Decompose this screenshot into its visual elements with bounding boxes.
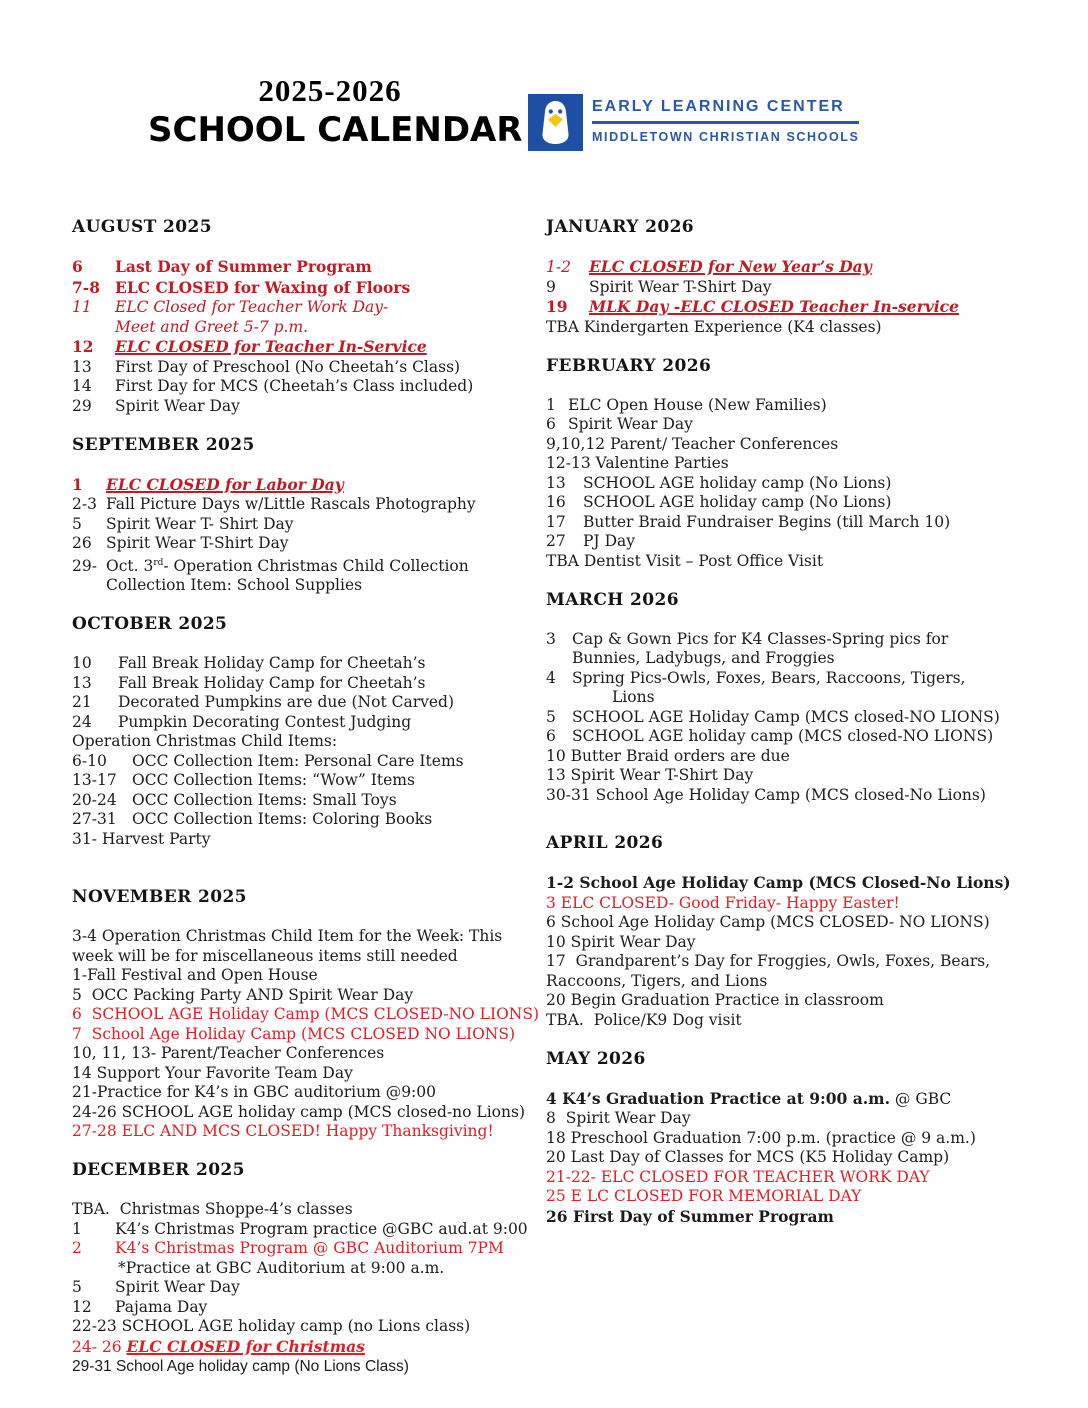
calendar-line (72, 318, 546, 338)
month-heading: AUGUST 2025 (72, 217, 212, 237)
event-text: MLK Day -ELC CLOSED Teacher In-service (589, 297, 959, 316)
event-date: 20-24 (72, 790, 117, 809)
event-text: 9,10,12 Parent/ Teacher Conferences (546, 434, 839, 453)
event-date: 17 (546, 512, 566, 531)
event-date: 9 (546, 277, 556, 296)
event-date: 11 (72, 298, 92, 316)
month-section-april (546, 834, 1018, 1030)
page-title: SCHOOL CALENDAR (148, 110, 523, 150)
event-text: ELC CLOSED for Christmas (126, 1336, 365, 1356)
event-date: 13 (72, 673, 92, 692)
event-date: 7-8 (72, 277, 101, 297)
event-text: 18 Preschool Graduation 7:00 p.m. (practice @ 9 a.m.) (546, 1128, 976, 1147)
event-text: ELC CLOSED for New Year’s Day (589, 257, 872, 276)
event-text: 14 Support Your Favorite Team Day (72, 1063, 353, 1082)
event-text: 30-31 School Age Holiday Camp (MCS closed-No Lions) (546, 785, 986, 804)
calendar-line (72, 1083, 546, 1103)
event-text: Bunnies, Ladybugs, and Froggies (572, 649, 835, 667)
event-text: Spirit Wear Day (115, 396, 240, 415)
event-date: 1 (72, 1219, 82, 1238)
calendar-line (72, 674, 546, 694)
calendar-line (546, 454, 1018, 474)
calendar-line (546, 766, 1018, 786)
month-heading: OCTOBER 2025 (72, 614, 228, 635)
event-date: 27 (546, 532, 566, 550)
event-text: 31- Harvest Party (72, 829, 211, 848)
month-heading: JANUARY 2026 (546, 217, 695, 237)
event-text: Spirit Wear T-Shirt Day (106, 534, 289, 552)
calendar-line (546, 727, 1018, 747)
calendar-line (546, 1187, 1018, 1207)
calendar-line (546, 894, 1018, 914)
event-date: 24 (72, 712, 92, 731)
event-date: 6-10 (72, 751, 107, 770)
event-text: 22-23 SCHOOL AGE holiday camp (no Lions class) (72, 1317, 471, 1336)
event-text: Last Day of Summer Program (115, 257, 372, 276)
logo-text (592, 94, 859, 144)
event-date: 13-17 (72, 771, 117, 790)
event-text: 6 SCHOOL AGE Holiday Camp (MCS CLOSED-NO LIONS) (72, 1005, 540, 1024)
event-text: SCHOOL AGE Holiday Camp (MCS closed-NO LIONS) (572, 707, 1000, 726)
calendar-line (546, 493, 1018, 513)
month-section-december (72, 1161, 546, 1377)
event-text: 17 Grandparent’s Day for Froggies, Owls, Foxes, Bears, (546, 952, 991, 971)
event-text: Spirit Wear T- Shirt Day (106, 514, 294, 533)
month-section-november (72, 888, 546, 1142)
event-text: ELC CLOSED for Labor Day (106, 474, 344, 494)
event-date: 6 (546, 727, 556, 745)
event-text: TBA. Christmas Shoppe-4’s classes (72, 1200, 353, 1219)
calendar-line (546, 873, 1018, 894)
event-text: rd (153, 557, 164, 568)
elc-logo (528, 94, 859, 151)
calendar-line (72, 771, 546, 791)
event-date: 13 (72, 357, 92, 376)
event-text: Spirit Wear T-Shirt Day (589, 277, 772, 296)
event-date: 12 (72, 1297, 92, 1316)
calendar-line (72, 1317, 546, 1337)
calendar-line (72, 1298, 546, 1318)
calendar-line (546, 318, 1018, 338)
calendar-line (72, 947, 546, 967)
calendar-line (72, 475, 546, 496)
calendar-line (72, 693, 546, 713)
calendar-line (72, 534, 546, 554)
calendar-line (72, 298, 546, 318)
calendar-line (72, 1200, 546, 1220)
event-text: ELC Open House (New Families) (568, 395, 827, 414)
event-text: Collection Item: School Supplies (106, 576, 363, 595)
calendar-line (72, 515, 546, 535)
calendar-line (546, 669, 1018, 689)
calendar-line (72, 377, 546, 397)
event-text: 20 Begin Graduation Practice in classroom (546, 991, 884, 1010)
month-heading: APRIL 2026 (546, 833, 664, 854)
month-heading: DECEMBER 2025 (72, 1160, 245, 1181)
month-section-october (72, 615, 546, 849)
event-date: 6 (546, 415, 556, 433)
event-text: Lions (612, 688, 655, 706)
event-text: 24-26 SCHOOL AGE holiday camp (MCS closed-no Lions) (72, 1102, 525, 1121)
calendar-line (72, 1278, 546, 1298)
month-section-august (72, 218, 546, 416)
event-text: SCHOOL AGE holiday camp (No Lions) (583, 493, 892, 511)
event-text: Pumpkin Decorating Contest Judging (118, 712, 412, 731)
month-section-september (72, 436, 546, 596)
event-date: 2-3 (72, 495, 97, 513)
calendar-line (72, 791, 546, 811)
event-text: 3-4 Operation Christmas Child Item for the Week: This (72, 927, 503, 946)
event-text: First Day for MCS (Cheetah’s Class included) (115, 377, 474, 395)
event-date: 19 (546, 297, 568, 316)
event-text: 29-31 School Age holiday camp (No Lions Class) (72, 1358, 409, 1376)
event-date: 5 (72, 514, 82, 533)
event-text: ELC CLOSED for Waxing of Floors (115, 277, 411, 297)
month-heading: FEBRUARY 2026 (546, 355, 712, 376)
calendar-line (546, 435, 1018, 455)
event-date: 4 (546, 668, 556, 687)
calendar-line (72, 397, 546, 417)
calendar-line (72, 495, 546, 515)
event-text: @ GBC (889, 1089, 952, 1108)
event-date: 1 (546, 395, 556, 414)
calendar-line (546, 630, 1018, 650)
event-text: ELC CLOSED for Teacher In-Service (115, 337, 427, 356)
event-text: Operation Christmas Child Items: (72, 732, 338, 751)
calendar-line (72, 713, 546, 733)
event-text: ELC Closed for Teacher Work Day- (115, 298, 389, 316)
calendar-line (546, 952, 1018, 972)
event-text: 1-Fall Festival and Open House (72, 966, 318, 985)
event-text: OCC Collection Items: Small Toys (132, 790, 397, 809)
event-text: 5 OCC Packing Party AND Spirit Wear Day (72, 985, 414, 1004)
event-date: 27-31 (72, 810, 117, 829)
calendar-columns (72, 218, 1018, 1377)
event-text: 1-2 School Age Holiday Camp (MCS Closed-No Lions) (546, 873, 1011, 893)
event-date: 5 (546, 707, 556, 726)
calendar-line (72, 1239, 546, 1259)
event-text: 20 Last Day of Classes for MCS (K5 Holiday Camp) (546, 1148, 950, 1167)
calendar-line (72, 278, 546, 299)
event-text: OCC Collection Item: Personal Care Items (132, 751, 464, 770)
calendar-line (546, 1011, 1018, 1031)
calendar-line (546, 708, 1018, 728)
calendar-left-column (72, 218, 546, 1377)
event-text: 8 Spirit Wear Day (546, 1109, 691, 1128)
calendar-line (546, 747, 1018, 767)
event-text: Oct. 3 (106, 556, 154, 575)
month-section-march (546, 591, 1018, 806)
calendar-line (546, 913, 1018, 933)
calendar-line (546, 474, 1018, 494)
logo-org-name: EARLY LEARNING CENTER (592, 98, 845, 115)
event-date: 13 (546, 473, 566, 492)
calendar-line (72, 1025, 546, 1045)
calendar-line (546, 415, 1018, 435)
calendar-line (546, 1168, 1018, 1188)
calendar-line (546, 278, 1018, 298)
calendar-line (546, 396, 1018, 416)
calendar-line (72, 1259, 546, 1279)
event-text: K4’s Christmas Program @ GBC Auditorium 7PM (115, 1239, 504, 1258)
event-text: Spirit Wear Day (568, 415, 693, 433)
calendar-line (72, 358, 546, 378)
calendar-line (546, 513, 1018, 533)
event-text: PJ Day (583, 532, 635, 550)
event-date: 16 (546, 493, 566, 511)
event-text: Spirit Wear Day (115, 1278, 240, 1297)
calendar-line (72, 1357, 546, 1377)
calendar-line (72, 732, 546, 752)
month-heading: SEPTEMBER 2025 (72, 434, 255, 455)
calendar-line (72, 257, 546, 278)
event-text: Fall Break Holiday Camp for Cheetah’s (118, 673, 426, 692)
event-text: First Day of Preschool (No Cheetah’s Class) (115, 357, 461, 376)
calendar-line (72, 1337, 546, 1358)
calendar-line (546, 297, 1018, 318)
calendar-line (72, 830, 546, 850)
month-heading: MAY 2026 (546, 1048, 646, 1069)
logo-school-name: MIDDLETOWN CHRISTIAN SCHOOLS (592, 130, 860, 144)
page-header (0, 74, 1088, 194)
event-text: Butter Braid Fundraiser Begins (till March 10) (583, 512, 951, 531)
event-date: 3 (546, 629, 556, 648)
calendar-line (72, 1064, 546, 1084)
owl-icon (528, 94, 583, 151)
calendar-line (72, 986, 546, 1006)
calendar-line (546, 1089, 1018, 1110)
calendar-line (546, 972, 1018, 992)
calendar-line (72, 927, 546, 947)
event-date: 12 (72, 337, 94, 356)
event-text: 21-Practice for K4’s in GBC auditorium @9:00 (72, 1083, 437, 1102)
event-date: 2 (72, 1239, 82, 1258)
calendar-line (72, 1103, 546, 1123)
event-text: TBA Kindergarten Experience (K4 classes) (546, 317, 882, 336)
event-text: TBA. Police/K9 Dog visit (546, 1010, 742, 1029)
event-text: 10 Butter Braid orders are due (546, 746, 790, 765)
event-date: 1-2 (546, 258, 571, 276)
event-text: 27-28 ELC AND MCS CLOSED! Happy Thanksgiving! (72, 1122, 494, 1141)
month-section-may (546, 1050, 1018, 1228)
calendar-line (72, 1220, 546, 1240)
event-text: K4’s Christmas Program practice @GBC aud.at 9:00 (115, 1219, 528, 1238)
event-text: 10, 11, 13- Parent/Teacher Conferences (72, 1044, 385, 1063)
calendar-line (546, 991, 1018, 1011)
year-range: 2025-2026 (258, 73, 402, 108)
event-text: week will be for miscellaneous items still needed (72, 946, 458, 965)
event-text: 26 First Day of Summer Program (546, 1206, 834, 1226)
event-text: 6 School Age Holiday Camp (MCS CLOSED- NO LIONS) (546, 913, 990, 932)
calendar-line (546, 1148, 1018, 1168)
event-date: 29- (72, 556, 97, 575)
event-date: 14 (72, 377, 92, 395)
event-text: 21-22- ELC CLOSED FOR TEACHER WORK DAY (546, 1167, 930, 1186)
event-text: 4 K4’s Graduation Practice at 9:00 a.m. (546, 1088, 890, 1108)
event-text: Spring Pics-Owls, Foxes, Bears, Raccoons, Tigers, (572, 668, 966, 687)
event-text: Cap & Gown Pics for K4 Classes-Spring pics for (572, 629, 949, 648)
calendar-line (72, 810, 546, 830)
month-section-january (546, 218, 1018, 337)
event-text: 7 School Age Holiday Camp (MCS CLOSED NO LIONS) (72, 1024, 516, 1043)
event-text: Fall Break Holiday Camp for Cheetah’s (118, 654, 426, 673)
event-text: OCC Collection Items: Coloring Books (132, 810, 433, 829)
event-text: 13 Spirit Wear T-Shirt Day (546, 766, 754, 784)
calendar-line (72, 752, 546, 772)
calendar-line (72, 337, 546, 358)
calendar-line (546, 1129, 1018, 1149)
calendar-line (72, 966, 546, 986)
event-text: 3 ELC CLOSED- Good Friday- Happy Easter! (546, 893, 900, 912)
event-text: OCC Collection Items: “Wow” Items (132, 771, 415, 790)
calendar-line (72, 654, 546, 674)
title-block (148, 73, 523, 150)
calendar-line (546, 1109, 1018, 1129)
month-heading: MARCH 2026 (546, 589, 679, 610)
calendar-line (546, 257, 1018, 278)
calendar-line (546, 786, 1018, 806)
calendar-line (546, 532, 1018, 552)
event-text: 24- 26 (72, 1337, 127, 1356)
event-text: SCHOOL AGE holiday camp (MCS closed-NO LIONS) (572, 727, 994, 745)
calendar-line (72, 1044, 546, 1064)
month-heading: NOVEMBER 2025 (72, 887, 247, 908)
event-text: *Practice at GBC Auditorium at 9:00 a.m. (118, 1258, 445, 1277)
calendar-line (546, 552, 1018, 572)
event-text: TBA Dentist Visit – Post Office Visit (546, 551, 824, 570)
calendar-line (546, 688, 1018, 708)
event-text: 12-13 Valentine Parties (546, 454, 729, 472)
event-text: SCHOOL AGE holiday camp (No Lions) (583, 473, 892, 492)
event-text: Meet and Greet 5-7 p.m. (115, 317, 309, 336)
month-section-february (546, 357, 1018, 572)
calendar-line (546, 649, 1018, 669)
logo-divider (592, 121, 859, 124)
event-date: 29 (72, 396, 92, 415)
event-text: 25 E LC CLOSED FOR MEMORIAL DAY (546, 1187, 862, 1206)
calendar-line (72, 1122, 546, 1142)
event-date: 1 (72, 474, 83, 494)
calendar-line (72, 1005, 546, 1025)
event-text: 10 Spirit Wear Day (546, 932, 696, 951)
calendar-line (546, 1207, 1018, 1228)
event-text: Decorated Pumpkins are due (Not Carved) (118, 693, 455, 712)
event-text: Raccoons, Tigers, and Lions (546, 971, 768, 990)
event-text: - Operation Christmas Child Collection (163, 556, 469, 575)
event-date: 26 (72, 534, 92, 552)
event-text: Fall Picture Days w/Little Rascals Photography (106, 495, 476, 513)
calendar-right-column (546, 218, 1018, 1377)
calendar-line (546, 933, 1018, 953)
event-date: 21 (72, 693, 92, 712)
event-date: 5 (72, 1278, 82, 1297)
calendar-line (72, 576, 546, 596)
calendar-line (72, 554, 546, 577)
event-date: 10 (72, 654, 92, 673)
event-date: 6 (72, 257, 83, 276)
event-text: Pajama Day (115, 1297, 208, 1316)
